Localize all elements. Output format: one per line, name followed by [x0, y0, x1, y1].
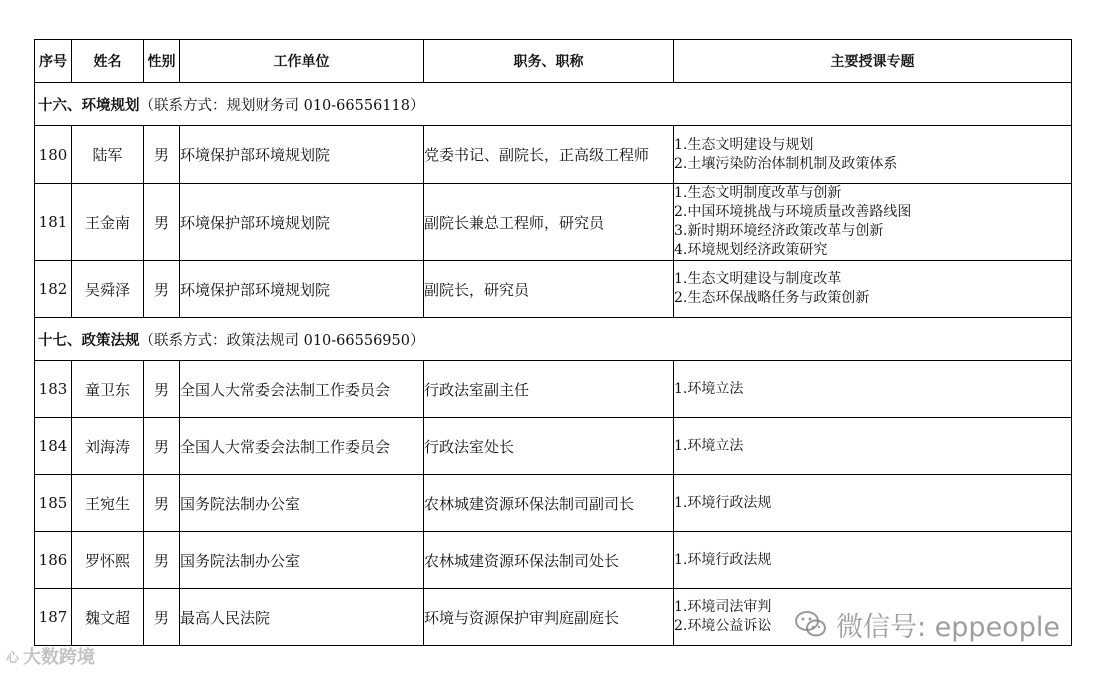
cell-name: 罗怀熙: [72, 532, 144, 589]
cell-title: 副院长兼总工程师，研究员: [424, 184, 674, 261]
table-row: [35, 126, 1072, 184]
cell-title: 行政法室处长: [424, 418, 674, 475]
cell-no: 180: [35, 126, 72, 184]
cell-no: 187: [35, 589, 72, 646]
cell-no: 183: [35, 361, 72, 418]
cell-no: 185: [35, 475, 72, 532]
topic-item: 1.环境行政法规: [674, 551, 772, 568]
topic-item: 2.土壤污染防治体制机制及政策体系: [674, 155, 898, 172]
section-heading-row: [35, 318, 1072, 361]
header-no: 序号: [35, 40, 72, 83]
topic-item: 1.生态文明建设与规划: [674, 136, 814, 153]
cell-title: 环境与资源保护审判庭副庭长: [424, 589, 674, 646]
section-contact: （联系方式：政策法规司 010-66556950）: [139, 332, 425, 349]
header-title: 职务、职称: [424, 40, 674, 83]
cell-topics: [674, 418, 1072, 475]
section-heading-row: [35, 83, 1072, 126]
cell-name: 王宛生: [72, 475, 144, 532]
cell-title: 行政法室副主任: [424, 361, 674, 418]
cell-unit: 全国人大常委会法制工作委员会: [180, 361, 424, 418]
header-gender: 性别: [144, 40, 180, 83]
cell-name: 魏文超: [72, 589, 144, 646]
table-row: [35, 261, 1072, 318]
wechat-icon: [794, 609, 828, 639]
topic-item: 1.环境立法: [674, 380, 744, 397]
topic-item: 2.环境公益诉讼: [674, 618, 772, 634]
cell-topics: [674, 126, 1072, 184]
section-title: 十七、政策法规: [38, 332, 140, 349]
source-watermark: [6, 642, 95, 670]
cell-gender: 男: [144, 261, 180, 318]
cell-title: 党委书记、副院长，正高级工程师: [424, 126, 674, 184]
source-watermark-text: 大数跨境: [23, 647, 96, 668]
cell-unit: 国务院法制办公室: [180, 475, 424, 532]
header-name: 姓名: [72, 40, 144, 83]
wechat-watermark: [794, 604, 1060, 644]
topic-item: 1.环境立法: [674, 437, 744, 454]
cell-gender: 男: [144, 532, 180, 589]
topic-item: 3.新时期环境经济政策改革与创新: [674, 223, 884, 239]
cell-unit: 最高人民法院: [180, 589, 424, 646]
cell-name: 童卫东: [72, 361, 144, 418]
cell-title: 农林城建资源环保法制司副司长: [424, 475, 674, 532]
section-contact: （联系方式：规划财务司 010-66556118）: [139, 97, 425, 114]
cell-title: 农林城建资源环保法制司处长: [424, 532, 674, 589]
instructor-table: [34, 39, 1072, 646]
cell-name: 王金南: [72, 184, 144, 261]
cell-unit: 国务院法制办公室: [180, 532, 424, 589]
cell-gender: 男: [144, 589, 180, 646]
cell-unit: 全国人大常委会法制工作委员会: [180, 418, 424, 475]
cell-topics: [674, 475, 1072, 532]
cell-gender: 男: [144, 418, 180, 475]
cell-gender: 男: [144, 475, 180, 532]
wechat-watermark-text: 微信号: eppeople: [836, 611, 1060, 643]
header-row: [35, 40, 1072, 83]
section-heading: [35, 83, 1072, 126]
cell-no: 184: [35, 418, 72, 475]
table-row: [35, 418, 1072, 475]
topic-item: 4.环境规划经济政策研究: [674, 242, 828, 258]
topic-item: 1.生态文明制度改革与创新: [674, 185, 842, 201]
cell-gender: 男: [144, 184, 180, 261]
header-unit: 工作单位: [180, 40, 424, 83]
cell-unit: 环境保护部环境规划院: [180, 126, 424, 184]
topic-item: 1.环境司法审判: [674, 599, 772, 615]
section-title: 十六、环境规划: [38, 97, 140, 114]
topic-item: 1.生态文明建设与制度改革: [674, 271, 842, 287]
table-row: [35, 475, 1072, 532]
topic-item: 1.环境行政法规: [674, 494, 772, 511]
header-topics: 主要授课专题: [674, 40, 1072, 83]
cell-title: 副院长，研究员: [424, 261, 674, 318]
cell-unit: 环境保护部环境规划院: [180, 184, 424, 261]
cell-topics: [674, 184, 1072, 261]
table-row: [35, 184, 1072, 261]
table-row: [35, 532, 1072, 589]
cell-gender: 男: [144, 361, 180, 418]
section-heading: [35, 318, 1072, 361]
cell-name: 吴舜泽: [72, 261, 144, 318]
topic-item: 2.生态环保战略任务与政策创新: [674, 290, 870, 306]
cell-no: 186: [35, 532, 72, 589]
table-row: [35, 361, 1072, 418]
cell-name: 陆军: [72, 126, 144, 184]
cell-name: 刘海涛: [72, 418, 144, 475]
cell-unit: 环境保护部环境规划院: [180, 261, 424, 318]
cell-topics: [674, 361, 1072, 418]
cell-gender: 男: [144, 126, 180, 184]
cell-no: 182: [35, 261, 72, 318]
source-watermark-icon: 心: [6, 650, 20, 666]
cell-topics: [674, 532, 1072, 589]
cell-no: 181: [35, 184, 72, 261]
cell-topics: [674, 261, 1072, 318]
topic-item: 2.中国环境挑战与环境质量改善路线图: [674, 204, 912, 220]
